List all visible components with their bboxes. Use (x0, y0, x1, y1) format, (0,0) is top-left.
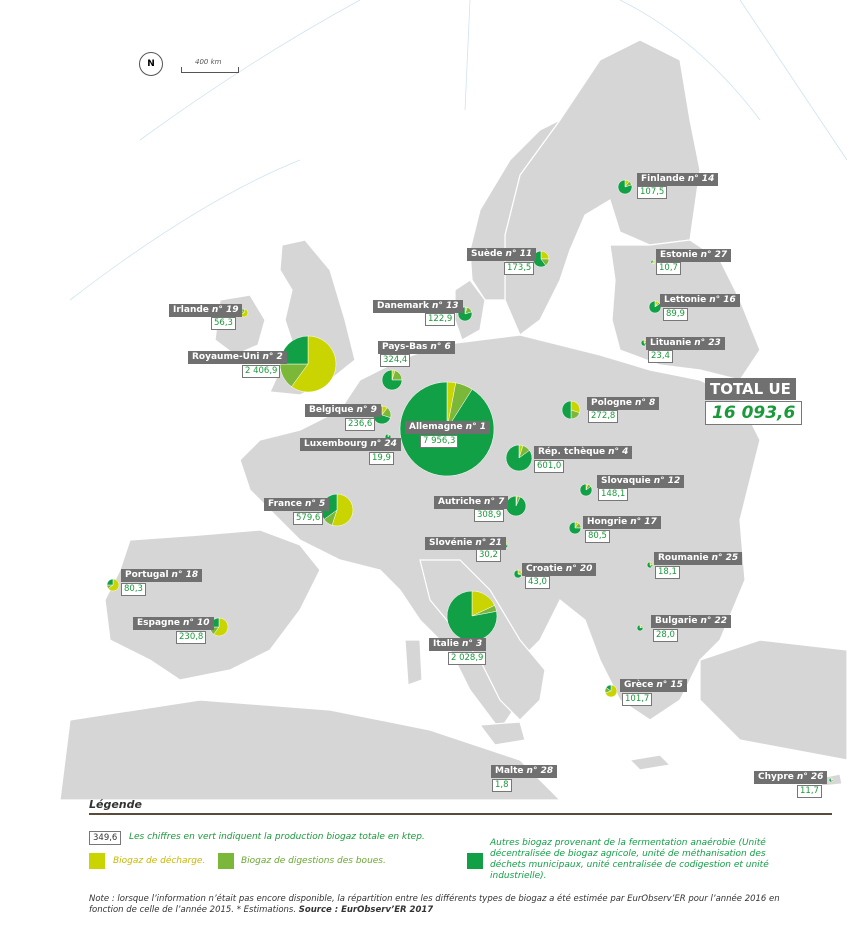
country-label-france (264, 498, 329, 511)
country-name: Slovénie (429, 538, 473, 548)
country-label-royaume-uni (188, 351, 287, 364)
total-label: TOTAL UE (705, 378, 796, 400)
legend-sample-value: 349,6 (89, 831, 121, 845)
country-value-danemark: 122,9 (425, 313, 455, 326)
country-label-autriche (434, 496, 508, 509)
country-name: Roumanie (658, 553, 709, 563)
country-rank: n° 1 (465, 422, 486, 432)
country-rank: n° 24 (370, 439, 397, 449)
country-rank: n° 21 (475, 538, 502, 548)
country-label-suede (467, 248, 536, 261)
scale-bar (181, 58, 239, 73)
country-label-portugal (121, 569, 202, 582)
country-label-roumanie (654, 552, 742, 565)
country-value-suede: 173,5 (504, 262, 534, 275)
pie-estonie (651, 260, 655, 264)
country-name: Danemark (377, 301, 429, 311)
pie-italie (447, 591, 497, 641)
country-rank: n° 25 (711, 553, 739, 563)
country-name: Pays-Bas (382, 342, 428, 352)
country-rank: n° 8 (635, 398, 656, 408)
country-label-bulgarie (651, 615, 731, 628)
pie-royaume-uni (280, 336, 336, 392)
country-label-estonie (656, 249, 731, 262)
country-value-lituanie: 23,4 (648, 350, 673, 363)
total-value: 16 093,6 (705, 401, 802, 425)
country-rank: n° 17 (630, 517, 657, 527)
country-name: Italie (433, 639, 459, 649)
country-value-autriche: 308,9 (474, 509, 504, 522)
country-value-lettonie: 89,9 (663, 308, 688, 321)
country-rank: n° 4 (608, 447, 629, 457)
legend-boues: Biogaz de digestions des boues. (241, 856, 386, 866)
country-name: Espagne (137, 618, 180, 628)
country-name: Suède (471, 249, 503, 259)
country-value-slovaquie: 148,1 (598, 488, 628, 501)
country-rank: n° 6 (430, 342, 451, 352)
country-label-lituanie (646, 337, 725, 350)
country-rank: n° 13 (431, 301, 459, 311)
pie-hongrie (569, 522, 581, 534)
country-rank: n° 15 (656, 680, 683, 690)
country-label-pologne (587, 397, 659, 410)
country-label-hongrie (583, 516, 661, 529)
pie-croatie (514, 570, 522, 578)
country-label-malte (491, 765, 557, 778)
country-rank: n° 9 (356, 405, 377, 415)
country-label-luxembourg (300, 438, 401, 451)
country-rank: n° 28 (526, 766, 554, 776)
legend-swatch-decharge (89, 853, 105, 869)
country-rank: n° 16 (709, 295, 736, 305)
country-value-irlande: 56,3 (211, 317, 236, 330)
country-label-slovaquie (597, 475, 684, 488)
pie-finlande (618, 180, 632, 194)
country-label-espagne (133, 617, 214, 630)
pie-grece (605, 685, 617, 697)
country-value-espagne: 230,8 (176, 631, 206, 644)
country-value-hongrie: 80,5 (585, 530, 610, 543)
country-rank: n° 11 (505, 249, 533, 259)
country-value-pologne: 272,8 (588, 410, 618, 423)
pie-slice-autriche-2 (506, 496, 526, 516)
country-rank: n° 5 (304, 499, 326, 509)
country-label-pays-bas (378, 341, 455, 354)
pie-slice-estonie-0 (653, 260, 655, 264)
legend-title: Légende (89, 798, 142, 811)
legend-swatch-boues (218, 853, 234, 869)
country-name: Bulgarie (655, 616, 698, 626)
country-value-royaume-uni: 2 406,9 (242, 365, 280, 378)
country-value-grece: 101,7 (622, 693, 652, 706)
country-name: Pologne (591, 398, 633, 408)
country-name: Grèce (624, 680, 654, 690)
country-rank: n° 12 (653, 476, 681, 486)
country-label-lettonie (660, 294, 740, 307)
pie-slovaquie (580, 484, 592, 496)
country-rank: n° 27 (700, 250, 728, 260)
country-rank: n° 18 (171, 570, 199, 580)
country-value-finlande: 107,5 (637, 186, 667, 199)
country-value-belgique: 236,6 (345, 418, 375, 431)
compass-icon: N (139, 52, 163, 76)
country-rank: n° 2 (262, 352, 283, 362)
country-rank: n° 19 (211, 305, 239, 315)
country-value-estonie: 10,7 (656, 262, 681, 275)
country-name: Chypre (758, 772, 794, 782)
country-name: Luxembourg (304, 439, 368, 449)
country-label-allemagne (405, 421, 490, 434)
country-name: Irlande (173, 305, 209, 315)
legend-divider (89, 813, 832, 815)
country-label-grece (620, 679, 687, 692)
country-name: Portugal (125, 570, 169, 580)
country-rank: n° 3 (462, 639, 483, 649)
country-value-rep-tcheque: 601,0 (534, 460, 564, 473)
note-source: Source : EurObserv’ER 2017 (298, 905, 434, 915)
country-value-portugal: 80,3 (121, 583, 146, 596)
legend-decharge: Biogaz de décharge. (113, 856, 206, 866)
country-name: Croatie (526, 564, 563, 574)
country-name: Slovaquie (601, 476, 651, 486)
pie-pologne (562, 401, 580, 419)
country-name: Allemagne (409, 422, 463, 432)
country-rank: n° 23 (694, 338, 721, 348)
country-value-roumanie: 18,1 (655, 566, 680, 579)
country-value-slovenie: 30,2 (476, 549, 501, 562)
country-value-france: 579,6 (293, 512, 323, 525)
country-label-chypre (754, 771, 827, 784)
country-label-irlande (169, 304, 242, 317)
country-value-bulgarie: 28,0 (653, 629, 678, 642)
legend-value-desc: Les chiffres en vert indiquent la production biogaz totale en ktep. (129, 832, 425, 842)
country-value-pays-bas: 324,4 (380, 354, 410, 367)
country-rank: n° 26 (796, 772, 824, 782)
scale-label: 400 km (195, 58, 222, 66)
country-name: Autriche (438, 497, 482, 507)
country-name: France (268, 499, 302, 509)
total-ue (705, 378, 802, 425)
country-label-belgique (305, 404, 381, 417)
pie-bulgarie (637, 625, 643, 631)
pie-chypre (829, 778, 833, 782)
country-value-chypre: 11,7 (797, 785, 822, 798)
country-name: Royaume-Uni (192, 352, 260, 362)
country-name: Hongrie (587, 517, 628, 527)
legend-autres: Autres biogaz provenant de la fermentation anaérobie (Unité décentralisée de biogaz agricole, unité de méthanisation des déchets municipaux, unité centralisée de codigestion et unité industrielle). (490, 838, 769, 881)
country-label-croatie (522, 563, 596, 576)
country-label-danemark (373, 300, 463, 313)
country-value-allemagne: 7 956,3 (420, 435, 458, 448)
country-rank: n° 10 (182, 618, 210, 628)
note-text: Note : lorsque l’information n’était pas encore disponible, la répartition entre les différents types de biogaz a été estimée par EurObserv’ER pour l’année 2016 en fonction de celle de l’année 2015. * Estimations. (89, 894, 780, 915)
pie-slice-portugal-2 (107, 579, 113, 585)
country-name: Malte (495, 766, 524, 776)
pie-roumanie (647, 562, 653, 568)
country-name: Estonie (660, 250, 698, 260)
country-value-croatie: 43,0 (525, 576, 550, 589)
pie-rep-tcheque (506, 445, 532, 471)
country-value-luxembourg: 19,9 (369, 452, 394, 465)
pie-pays-bas (382, 370, 402, 390)
country-name: Finlande (641, 174, 685, 184)
pie-autriche (506, 496, 526, 516)
country-name: Lituanie (650, 338, 692, 348)
country-rank: n° 22 (700, 616, 728, 626)
country-value-italie: 2 028,9 (448, 652, 486, 665)
country-label-rep-tcheque (534, 446, 632, 459)
legend-swatch-autres (467, 853, 483, 869)
country-value-malte: 1,8 (492, 779, 512, 792)
country-rank: n° 20 (565, 564, 593, 574)
country-name: Belgique (309, 405, 354, 415)
pie-portugal (107, 579, 119, 591)
footnote (89, 894, 789, 916)
country-label-italie (429, 638, 486, 651)
country-label-finlande (637, 173, 718, 186)
country-name: Lettonie (664, 295, 707, 305)
country-rank: n° 7 (484, 497, 505, 507)
country-rank: n° 14 (687, 174, 715, 184)
country-name: Rép. tchèque (538, 447, 606, 457)
